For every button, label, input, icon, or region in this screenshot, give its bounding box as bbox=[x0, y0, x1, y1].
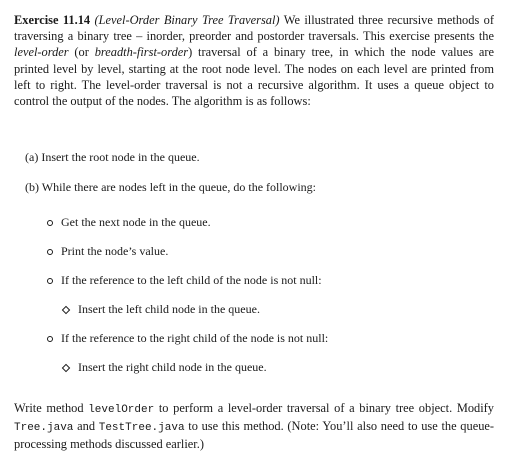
method-name-code: levelOrder bbox=[88, 404, 155, 416]
circle-bullet-icon bbox=[47, 336, 53, 342]
substep-get-next bbox=[47, 215, 211, 230]
exercise-subtitle: (Level-Order Binary Tree Traversal) bbox=[94, 13, 280, 27]
substep-text: Insert the left child node in the queue. bbox=[78, 302, 260, 316]
substep-text: If the reference to the right child of the node is not null: bbox=[61, 331, 329, 345]
diamond-bullet-icon bbox=[62, 363, 70, 371]
substep-text: Print the node’s value. bbox=[61, 244, 169, 258]
circle-bullet-icon bbox=[47, 278, 53, 284]
exercise-intro-paragraph bbox=[14, 12, 494, 109]
exercise-heading: Exercise 11.14 bbox=[14, 13, 91, 27]
substep-left-check bbox=[47, 273, 322, 288]
term-breadth-first: breadth-first-order bbox=[94, 45, 189, 60]
step-a: (a) Insert the root node in the queue. bbox=[25, 150, 200, 164]
circle-bullet-icon bbox=[47, 220, 53, 226]
closing-text-4: to use this method. ( bbox=[184, 419, 292, 434]
diamond-bullet-icon bbox=[62, 305, 70, 313]
substep-text: Get the next node in the queue. bbox=[61, 215, 211, 229]
substep-text: Insert the right child node in the queue. bbox=[78, 360, 267, 374]
closing-text-1: Write method bbox=[14, 401, 89, 415]
intro-text-2: (or bbox=[68, 45, 95, 60]
substep-right-check bbox=[47, 331, 328, 346]
intro-text-3: ) traversal of a binary tree, in which the node values are printed level by level, starting at the root node level. The nodes on each level are printed from left to right. The level-order traversal is not a recursive algorithm. It uses a queue object to control the output of the nodes. The algorithm is as follows: bbox=[14, 45, 494, 109]
note-label: Note: bbox=[291, 419, 320, 434]
circle-bullet-icon bbox=[47, 249, 53, 255]
step-b: (b) While there are nodes left in the queue, do the following: bbox=[25, 180, 317, 194]
closing-text-3: and bbox=[73, 419, 99, 434]
closing-paragraph bbox=[14, 400, 494, 453]
file-testtree-code: TestTree.java bbox=[98, 422, 185, 435]
closing-text-2: to perform a level-order traversal of a binary tree object. Modify bbox=[154, 401, 494, 415]
exercise-page bbox=[14, 12, 495, 452]
term-level-order: level-order bbox=[14, 45, 69, 60]
intro-text-1: We illustrated three recursive methods of traversing a binary tree – inorder, preorder and postorder traversals. This exercise presents the bbox=[14, 13, 494, 44]
substep-insert-left bbox=[62, 302, 260, 317]
substep-insert-right bbox=[62, 360, 267, 375]
closing-text-5: You’ll also need to use the queue-processing methods discussed earlier.) bbox=[14, 419, 495, 452]
file-tree-code: Tree.java bbox=[14, 422, 74, 435]
substep-print-value bbox=[47, 244, 168, 259]
substep-text: If the reference to the left child of the node is not null: bbox=[61, 273, 322, 287]
